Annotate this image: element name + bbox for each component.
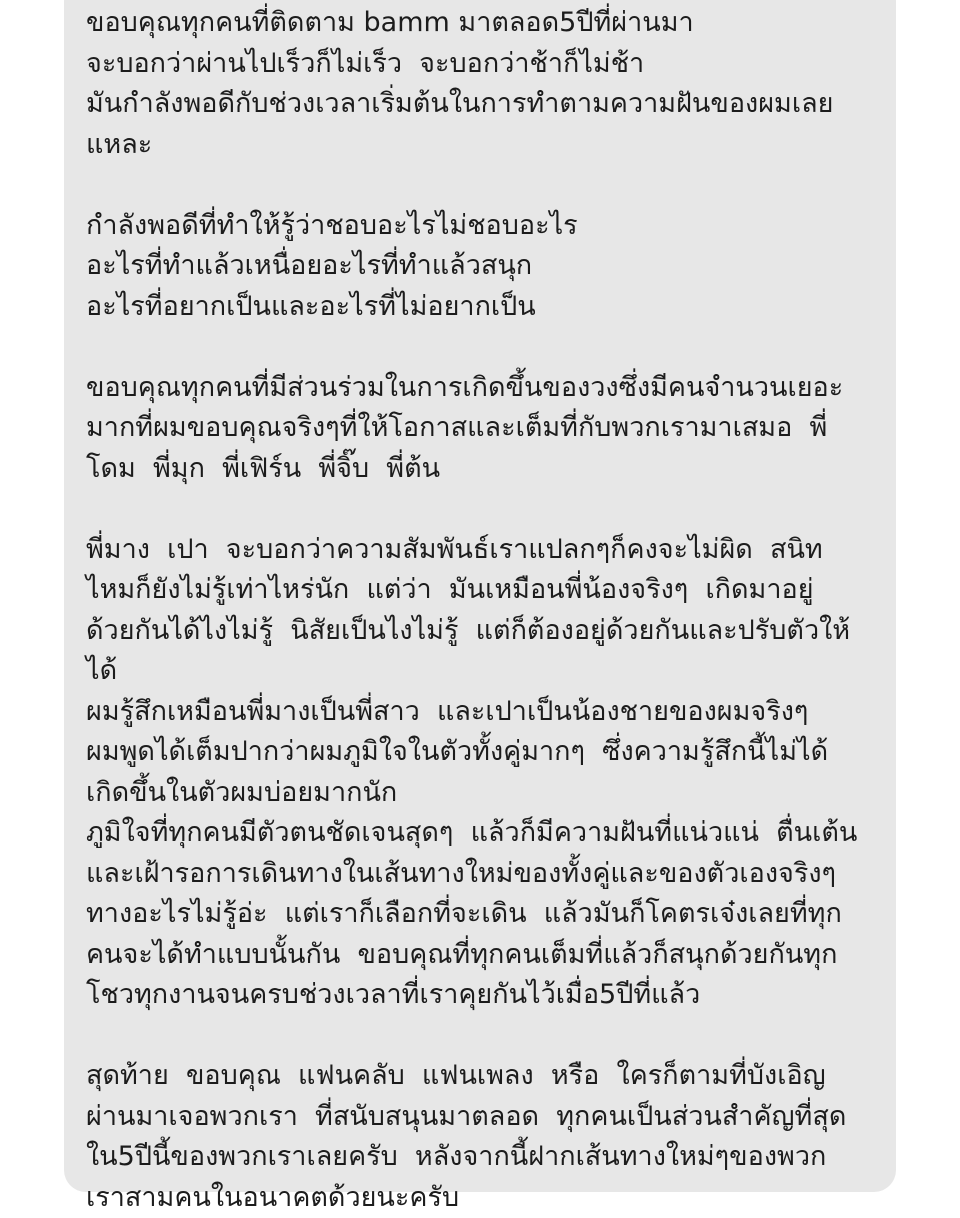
- message-line: ผ่านมาเจอพวกเรา ที่สนับสนุนมาตลอด ทุกคนเป็นส่วนสำคัญที่สุด: [86, 1097, 896, 1138]
- message-line: อะไรที่ทำแล้วเหนื่อยอะไรที่ทำแล้วสนุก: [86, 246, 896, 287]
- message-line: ผมรู้สึกเหมือนพี่มางเป็นพี่สาว และเปาเป็นน้องชายของผมจริงๆ: [86, 692, 896, 733]
- message-line: เราสามคนในอนาคตด้วยนะครับ: [86, 1178, 896, 1218]
- message-line: สุดท้าย ขอบคุณ แฟนคลับ แฟนเพลง หรือ ใครก็ตามที่บังเอิญ: [86, 1056, 896, 1097]
- message-line: โชวทุกงานจนครบช่วงเวลาที่เราคุยกันไว้เมื่อ5ปีที่แล้ว: [86, 975, 896, 1016]
- message-line: ได้: [86, 651, 896, 692]
- paragraph-gap: [86, 489, 896, 530]
- message-text: [86, 3, 896, 1218]
- message-line: และเฝ้ารอการเดินทางในเส้นทางใหม่ของทั้งคู่และของตัวเองจริงๆ: [86, 854, 896, 895]
- message-line: ด้วยกันได้ไงไม่รู้ นิสัยเป็นไงไม่รู้ แต่ก็ต้องอยู่ด้วยกันและปรับตัวให้: [86, 611, 896, 652]
- message-line: กำลังพอดีที่ทำให้รู้ว่าชอบอะไรไม่ชอบอะไร: [86, 206, 896, 247]
- message-line: จะบอกว่าผ่านไปเร็วก็ไม่เร็ว จะบอกว่าช้าก็ไม่ช้า: [86, 44, 896, 85]
- message-line: ไหมก็ยังไม่รู้เท่าไหร่นัก แต่ว่า มันเหมือนพี่น้องจริงๆ เกิดมาอยู่: [86, 570, 896, 611]
- message-line: มากที่ผมขอบคุณจริงๆที่ให้โอกาสและเต็มที่กับพวกเรามาเสมอ พี่: [86, 408, 896, 449]
- paragraph-gap: [86, 165, 896, 206]
- message-line: ขอบคุณทุกคนที่มีส่วนร่วมในการเกิดขึ้นของวงซึ่งมีคนจำนวนเยอะ: [86, 368, 896, 409]
- message-line: ผมพูดได้เต็มปากว่าผมภูมิใจในตัวทั้งคู่มากๆ ซึ่งความรู้สึกนี้ไม่ได้: [86, 732, 896, 773]
- message-line: อะไรที่อยากเป็นและอะไรที่ไม่อยากเป็น: [86, 287, 896, 328]
- paragraph-gap: [86, 327, 896, 368]
- message-line: แหละ: [86, 125, 896, 166]
- message-line: เกิดขึ้นในตัวผมบ่อยมากนัก: [86, 773, 896, 814]
- message-line: ใน5ปีนี้ของพวกเราเลยครับ หลังจากนี้ฝากเส้นทางใหม่ๆของพวก: [86, 1137, 896, 1178]
- message-line: คนจะได้ทำแบบนั้นกัน ขอบคุณที่ทุกคนเต็มที่แล้วก็สนุกด้วยกันทุก: [86, 935, 896, 976]
- message-line: มันกำลังพอดีกับช่วงเวลาเริ่มต้นในการทำตามความฝันของผมเลย: [86, 84, 896, 125]
- message-line: ภูมิใจที่ทุกคนมีตัวตนชัดเจนสุดๆ แล้วก็มีความฝันที่แน่วแน่ ตื่นเต้น: [86, 813, 896, 854]
- message-line: ขอบคุณทุกคนที่ติดตาม bamm มาตลอด5ปีที่ผ่านมา: [86, 3, 896, 44]
- message-line: โดม พี่มุก พี่เฟิร์น พี่จิ๊บ พี่ต้น: [86, 449, 896, 490]
- paragraph-gap: [86, 1016, 896, 1057]
- message-line: พี่มาง เปา จะบอกว่าความสัมพันธ์เราแปลกๆก็คงจะไม่ผิด สนิท: [86, 530, 896, 571]
- message-line: ทางอะไรไม่รู้อ่ะ แต่เราก็เลือกที่จะเดิน แล้วมันก็โคตรเจ๋งเลยที่ทุก: [86, 894, 896, 935]
